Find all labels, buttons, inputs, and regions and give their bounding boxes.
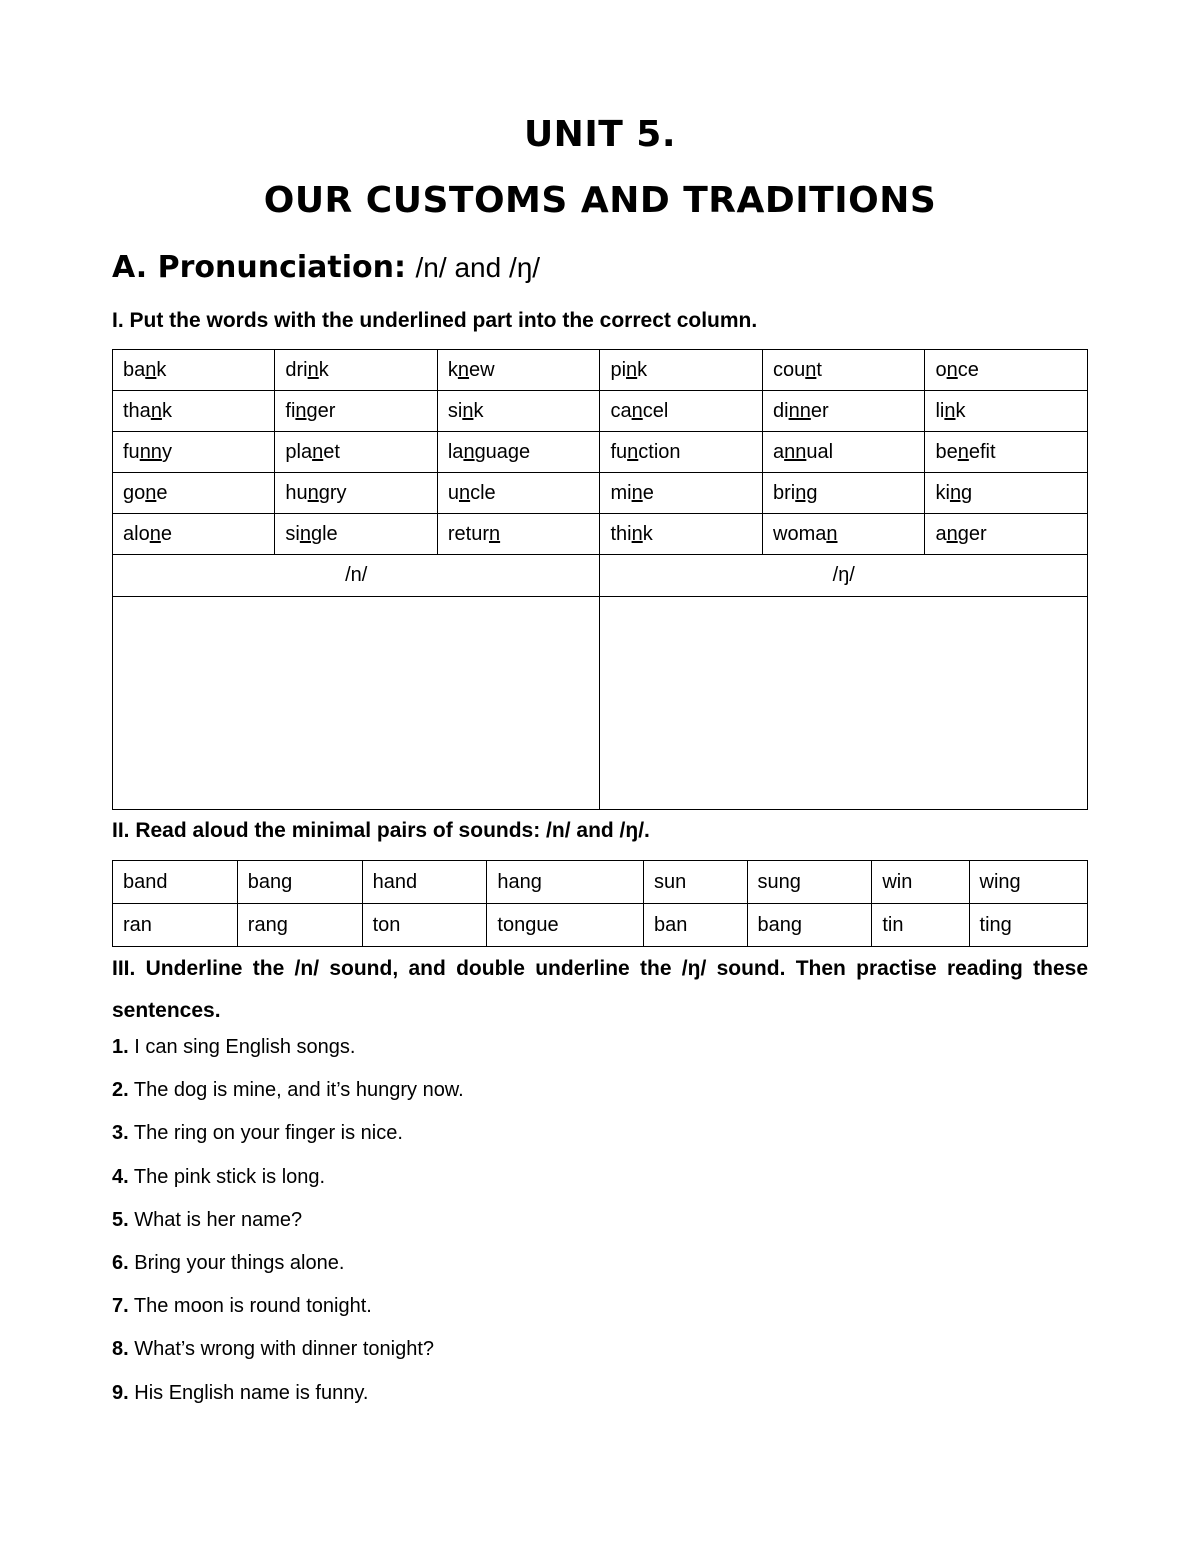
word-cell: bring — [763, 473, 925, 514]
pair-word-cell: band — [113, 861, 238, 904]
word-cell: sink — [437, 391, 600, 432]
word-cell: alone — [113, 514, 275, 555]
word-row — [113, 391, 1088, 432]
sentence-text: I can sing English songs. — [128, 1036, 356, 1058]
answer-box-n[interactable] — [113, 597, 600, 810]
pair-word-cell: ton — [362, 904, 487, 947]
word-row — [113, 514, 1088, 555]
word-cell: gone — [113, 473, 275, 514]
column-header-n: /n/ — [113, 555, 600, 597]
minimal-pairs-table — [112, 860, 1088, 947]
pair-word-cell: sung — [747, 861, 872, 904]
sentence-text: What is her name? — [128, 1208, 303, 1231]
word-cell: cancel — [600, 391, 763, 432]
sentence-text: The dog is mine, and it’s hungry now. — [128, 1079, 464, 1102]
pair-word-cell: ran — [113, 904, 238, 947]
word-cell: pink — [600, 350, 763, 391]
sentence-item — [112, 1295, 372, 1318]
sentence-item — [112, 1252, 344, 1275]
word-cell: thank — [113, 391, 275, 432]
sentence-number: 7. — [112, 1295, 129, 1318]
word-cell: single — [275, 514, 437, 555]
pair-word-cell: tongue — [487, 904, 644, 947]
pair-word-cell: win — [872, 861, 969, 904]
word-cell: king — [925, 473, 1088, 514]
pair-row — [113, 861, 1088, 904]
word-row — [113, 432, 1088, 473]
pair-word-cell: tin — [872, 904, 969, 947]
sentence-text: What’s wrong with dinner tonight? — [128, 1338, 435, 1361]
section-a-label: A. Pronunciation: — [112, 250, 406, 285]
sentence-number: 4. — [112, 1165, 129, 1188]
sentence-number: 1. — [112, 1036, 129, 1058]
word-cell: funny — [113, 432, 275, 473]
pair-word-cell: bang — [747, 904, 872, 947]
answer-row — [113, 597, 1088, 810]
word-cell: finger — [275, 391, 437, 432]
column-header-ng: /ŋ/ — [600, 555, 1088, 597]
word-cell: dinner — [763, 391, 925, 432]
word-cell: language — [437, 432, 600, 473]
word-cell: link — [925, 391, 1088, 432]
word-cell: return — [437, 514, 600, 555]
pair-word-cell: rang — [237, 904, 362, 947]
exercise-3-instruction: III. Underline the /n/ sound, and double underline the /ŋ/ sound. Then practise reading these sentences. — [112, 957, 1088, 1022]
pair-word-cell: ting — [969, 904, 1087, 947]
sentence-item — [112, 1338, 434, 1361]
word-cell: annual — [763, 432, 925, 473]
pair-word-cell: hand — [362, 861, 487, 904]
pair-word-cell: sun — [643, 861, 747, 904]
pair-word-cell: wing — [969, 861, 1087, 904]
sentence-number: 9. — [112, 1381, 129, 1404]
word-cell: benefit — [925, 432, 1088, 473]
word-cell: once — [925, 350, 1088, 391]
sentence-number: 8. — [112, 1338, 129, 1361]
section-a-sounds: /n/ and /ŋ/ — [415, 252, 541, 283]
sentence-item — [112, 1122, 403, 1145]
unit-subtitle: OUR CUSTOMS AND TRADITIONS — [263, 180, 937, 221]
column-header-row — [113, 555, 1088, 597]
sentence-number: 5. — [112, 1208, 129, 1231]
word-cell: uncle — [437, 473, 600, 514]
sentence-text: Bring your things alone. — [128, 1252, 345, 1274]
word-cell: mine — [600, 473, 763, 514]
word-row — [113, 473, 1088, 514]
pair-word-cell: ban — [643, 904, 747, 947]
word-cell: anger — [925, 514, 1088, 555]
word-cell: drink — [275, 350, 437, 391]
word-cell: knew — [437, 350, 600, 391]
pair-word-cell: hang — [487, 861, 644, 904]
section-a-heading — [112, 250, 540, 285]
sentence-item — [112, 1209, 302, 1232]
sentence-item — [112, 1036, 355, 1059]
unit-title: UNIT 5. — [523, 114, 677, 155]
sentence-item — [112, 1382, 368, 1405]
word-cell: bank — [113, 350, 275, 391]
exercise-1-instruction: I. Put the words with the underlined part into the correct column. — [112, 309, 758, 332]
pair-word-cell: bang — [237, 861, 362, 904]
word-cell: think — [600, 514, 763, 555]
sentence-text: The pink stick is long. — [128, 1165, 326, 1188]
word-row — [113, 350, 1088, 391]
answer-box-ng[interactable] — [600, 597, 1088, 810]
sentence-item — [112, 1166, 325, 1189]
sentence-text: His English name is funny. — [128, 1381, 369, 1404]
word-cell: woman — [763, 514, 925, 555]
sentence-item — [112, 1079, 464, 1102]
word-cell: planet — [275, 432, 437, 473]
word-cell: count — [763, 350, 925, 391]
exercise-2-instruction: II. Read aloud the minimal pairs of sounds: /n/ and /ŋ/. — [112, 819, 650, 842]
sentence-number: 2. — [112, 1079, 129, 1102]
word-cell: hungry — [275, 473, 437, 514]
word-cell: function — [600, 432, 763, 473]
pair-row — [113, 904, 1088, 947]
sentence-text: The ring on your finger is nice. — [128, 1122, 403, 1145]
sentence-number: 6. — [112, 1252, 129, 1274]
sentence-number: 3. — [112, 1122, 129, 1145]
sentence-text: The moon is round tonight. — [128, 1295, 372, 1318]
word-sort-table — [112, 349, 1088, 810]
